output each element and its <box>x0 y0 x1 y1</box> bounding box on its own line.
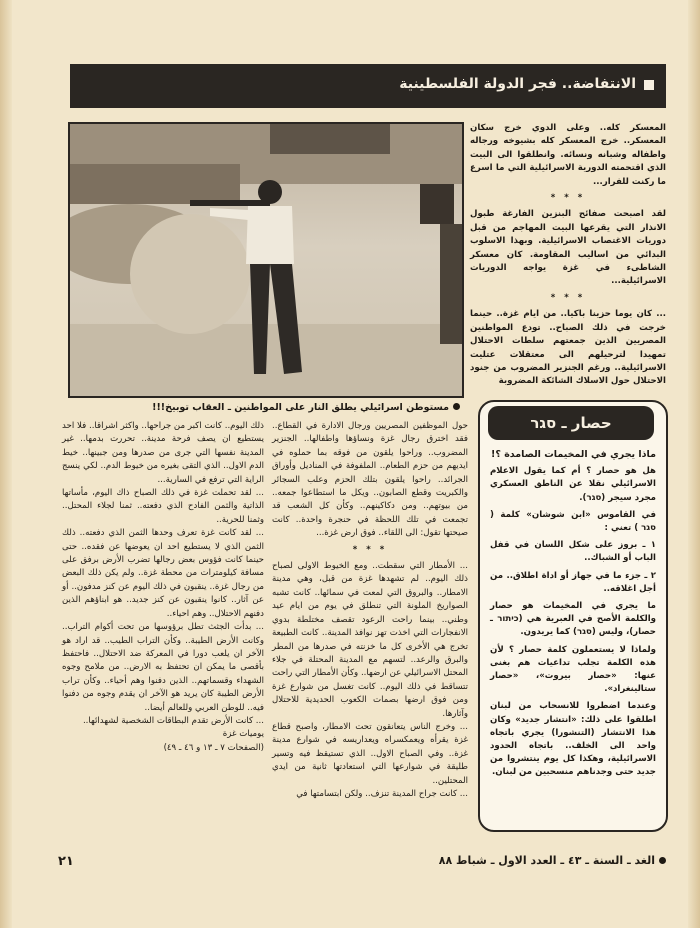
paragraph: ... كانت جراح المدينة تنزف.. ولكن ابتسامتها في <box>296 788 468 799</box>
source-pages: (الصفحات ٧ ـ ١٣ و ٤٦ ـ ٤٩) <box>163 742 264 753</box>
publication-info: الغد ـ السنة ـ ٤٣ ـ العدد الاول ـ شباط ٨٨ <box>439 854 666 867</box>
left-column <box>62 420 264 755</box>
section-title: الانتفاضة.. فجر الدولة الفلسطينية <box>399 76 636 92</box>
paragraph: ... بدأت الجثث تطل برؤوسها من تحت أكوام التراب.. وكانت الأرض الطيبة.. وكأن التراب الطيب.. قد اراد هو الآخر ان يلعب دورا في المعركة ضد الاحتلال.. فاحتفظ بأقصى ما يمكن ان تحتفظ به الارض.. من ملامح وجوه الشهداء وقسماتهم.. الذين دفنوا وهم أحياء.. وكأن تراب الأرض الطيبة كان يريد هو الآخر ان يقدم وجوه من دفنوا فيه.. للوطن العربي وللعالم أيضا.. <box>62 622 264 713</box>
paragraph: هل هو حصار ؟ أم كما يقول الاعلام الاسرائيلي نقلا عن الناطق العسكري مجرد سيجر (סגר). <box>490 466 656 503</box>
box-title: حصار ـ סגר <box>488 406 654 440</box>
bullet-icon <box>659 857 666 864</box>
photo-illustration <box>70 124 462 396</box>
page-number: ٢١ <box>58 854 74 869</box>
paragraph: ... كانت الأرض تقدم البطاقات الشخصية لشهدائها.. <box>82 715 264 726</box>
banner-square-icon <box>644 80 654 90</box>
paragraph: وعندما اضطروا للانسحاب من لبنان اطلقوا على ذلك: «انتشار جديد» وكان هذا الانتشار (التنشورا) يجري باتجاه واحد الى الخلف.. باتجاه الحدود الاسرائيلية، وهكذا كل يوم ينتشروا من جديد حتى وجدناهم منسحبين من لبنان. <box>490 701 656 778</box>
middle-column <box>272 420 468 801</box>
paragraph: ولماذا لا يستعملون كلمة حصار ؟ لأن هذه الكلمة تجلب تداعيات هم بغنى عنها: «حصار بيروت»، «حصار ستالينغراد». <box>490 644 656 695</box>
paragraph: ١ ـ بروز على شكل اللسان في قفل الباب أو الشباك.. <box>490 540 656 564</box>
separator: * * * <box>550 292 586 303</box>
paragraph: ... الأمطار التي سقطت.. ومع الخيوط الاولى لصباح ذلك اليوم.. لم تشهدها غزة من قبل، وهي مدينة الامطار.. والبروق التي لمعت في سمائها.. كانت تشبه الصواريخ الملونة التي تنطلق في يوم من ايام عيد وطني.. بينما راحت الرعود تقصف مختلطة بدوي الانفجارات التي اخذت تهز نوافذ المدينة.. كانت الطبيعة تخرج هي الأخرى كل ما خزنته في صدرها من المطر والبرق والرعد.. لتسهم مع المدينة المحتلة في جلاء المحتل الاسرائيلي عن ارضها.. وكأن الأمطار التي راحت تتساقط في ذلك اليوم.. كانت تغسل من شوارع غزة ومن فوق ارضها بصمات الكعوب الحديدية للاحتلال وآثارها. <box>272 561 468 719</box>
page-footer <box>58 854 666 874</box>
paragraph: ... لقد تحملت غزة في ذلك الصباح ذاك اليوم، مأساتها الذاتية والثمن الفادح الذي دفعته.. ثمنا لجلاء المحتل.. وثمنا للحرية.. <box>62 488 264 525</box>
paragraph: في القاموس «ابن شوشان» كلمة ( סגר ) تعني : <box>490 509 656 534</box>
paragraph: ذلك اليوم.. كانت اكبر من جراحها.. واكثر اشراقا.. فلا احد يستطيع ان يصف فرحة مدينة.. تحررت بدمها.. غير المدينة نفسها التي جرى من صدرها ومن جبينها.. خيط الدم الاول.. الذي التقى بغيره من خيوط الدم.. لكي ينسج الراية التي ترفع في السارية... <box>62 421 264 485</box>
bullet-icon <box>453 403 460 410</box>
separator: * * * <box>550 193 586 204</box>
paragraph: ... كان يوما حزينا باكيا.. من ايام غزة.. حينما خرجت في ذلك الصباح.. تودع المواطنين المصريين الذين جمعتهم سلطات الاحتلال تمهيدا لترحيلهم الى معتقلات عتليت الاسرائيلية.. ورغم الجنزير المضروب من جنود الاحتلال حول الاسلاك الشائكة المضروبة <box>470 309 666 387</box>
right-column <box>470 122 666 389</box>
paragraph: حول الموظفين المصريين ورجال الادارة في القطاع.. فقد اخترق رجال غزة ونساؤها واطفالها.. الجنزير المضروب.. وراحوا يلقون من فوقه بما حملوه في ايديهم من حزم الطعام.. الملفوفة في المناديل وأوراق الجرائد.. راحوا يلقون بتلك الحزم وعلب السجائر والكبريت وقطع الصابون.. ويكل ما استطاعوا جمعه.. من بيوتهم.. ومن دكاكينهم.. وكأن كل الشعب قد تجمعت في تلك اللحظة في حنجرة واحدة.. كانت صيحتها تقول: الى اللقاء.. فوق ارض غزة... <box>272 421 468 539</box>
photo-caption: مستوطن اسرائيلي يطلق النار على المواطنين ـ العقاب توبيخ!!! <box>70 402 460 413</box>
paragraph: ما يجري في المخيمات هو حصار والكلمة الأصح في العبرية هي (כיתור ـ حصار)، وليس (סגר) كما يريدون. <box>490 601 656 638</box>
sidebar-box <box>478 400 668 832</box>
section-banner <box>70 64 666 108</box>
page-edge-left <box>0 0 12 928</box>
news-photo <box>68 122 464 398</box>
source-title: يوميات غزة <box>222 729 264 740</box>
paragraph: المعسكر كله.. وعلى الدوي خرج سكان المعسكر.. خرج المعسكر كله بشيوخه ورجاله واطفاله وشبانه ونسائه. وانطلقوا الى البيت الذي اقتحمته الدورية الاسرائيلية التي ما اسرع ما ركنت للفرار... <box>470 123 666 187</box>
paragraph: لقد اصبحت صفائح البنزين الفارغة طبول الانذار التي يقرعها البيت المهاجم من قبل دوريات الاغتصاب الاسرائيلية. وبهذا الاسلوب البدائي من اساليب المقاومة. كان معسكر الشاطىء في غزة يواجه الدوريات الاسرائيلية... <box>470 209 666 287</box>
paragraph: ... وخرج الناس يتعانقون تحت الامطار، واصبح قطاع غزة يقرأه ويعمكسراه ويعداريسه في شوارع مدينة غزة.. وفي الصباح الاول.. الذي تستيقظ فيه وتسير طليقة في شوارعها التي استعادتها ثانية من ايدي المحتلين.. <box>272 721 468 786</box>
paragraph: ... لقد كانت غزة تعرف وحدها الثمن الذي دفعته.. ذلك الثمن الذي لا يستطيع احد ان يعوضها عن فقده.. حتى حينما كانت فؤوس بعض رجالها تضرب الأرض برفق على مسافة كيلومترات من محطة غزة.. ولم يكن ذلك البعض من رجال غزة.. ينقبون في ذلك اليوم عن كنز مدفون.. أو عن آثار.. كانوا ينقبون عن كنز جديد.. هو ابناؤهم الذين دفنهم الاحتلال.. وهم احياء.. <box>62 528 264 619</box>
paragraph: ٢ ـ جزء ما في جهاز أو اداة اطلاق.. من أجل اغلاقه.. <box>490 570 656 594</box>
page-edge-right <box>688 0 700 928</box>
separator: * * * <box>352 544 388 555</box>
box-question: ماذا يجري في المخيمات الصامدة ؟! <box>491 449 656 460</box>
box-body <box>490 448 656 784</box>
